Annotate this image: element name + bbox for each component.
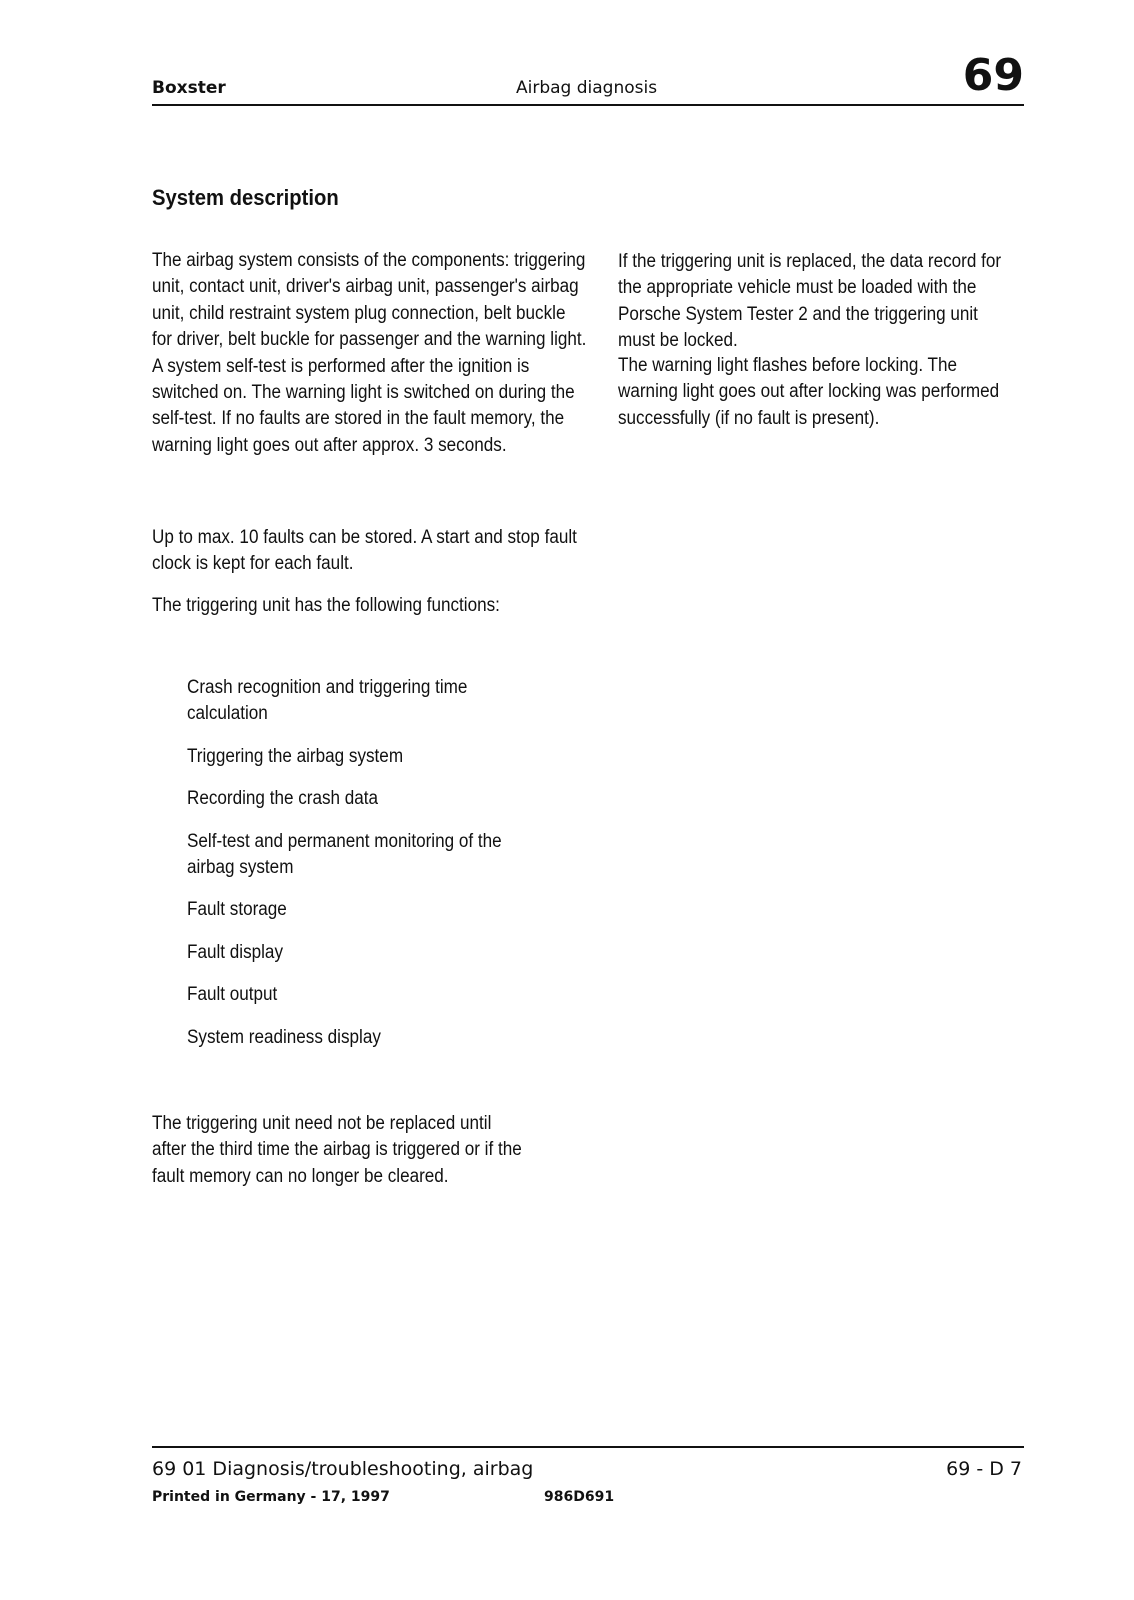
list-item: System readiness display xyxy=(187,1026,381,1048)
replacement-paragraph: The triggering unit need not be replaced until after the third time the airbag is triggered or if the fault memory can no longer be cleared. xyxy=(152,1113,522,1187)
footer-printed: Printed in Germany - 17, 1997 xyxy=(152,1489,390,1505)
warning-light-paragraph: The warning light flashes before locking. The warning light goes out after locking was performed successfully (if no fault is present). xyxy=(618,355,1000,429)
functions-intro: The triggering unit has the following functions: xyxy=(152,595,500,616)
header-model: Boxster xyxy=(152,78,226,98)
replacement-procedure-paragraph: If the triggering unit is replaced, the data record for the appropriate vehicle must be loaded with the Porsche System Tester 2 and the triggering unit must be locked. xyxy=(618,251,1002,352)
list-item: Fault storage xyxy=(187,899,287,921)
list-item: Triggering the airbag system xyxy=(187,745,404,767)
header-section-number: 69 xyxy=(962,50,1024,101)
header-title: Airbag diagnosis xyxy=(516,78,658,98)
fault-storage-paragraph: Up to max. 10 faults can be stored. A start and stop fault clock is kept for each fault. xyxy=(152,527,577,575)
intro-paragraph: The airbag system consists of the components: triggering unit, contact unit, driver's airbag unit, passenger's airbag unit, child restraint system plug connection, belt buckle for driver, belt buckle for passenger and the warning light. A system self-test is performed after the ignition is switched on. The warning light is switched on during the self-test. If no faults are stored in the fault memory, the warning light goes out after approx. 3 seconds. xyxy=(152,250,587,456)
list-item: Fault output xyxy=(187,984,278,1006)
list-item: Fault display xyxy=(187,941,284,963)
list-item: Crash recognition and triggering time calculation xyxy=(187,677,468,725)
footer-rule xyxy=(152,1446,1024,1448)
footer-page-number: 69 - D 7 xyxy=(946,1458,1022,1480)
footer-section: 69 01 Diagnosis/troubleshooting, airbag xyxy=(152,1458,534,1480)
page-title: System description xyxy=(152,185,339,210)
footer-document-code: 986D691 xyxy=(544,1489,615,1505)
functions-list xyxy=(187,675,577,1067)
list-item: Self-test and permanent monitoring of the airbag system xyxy=(187,830,502,879)
header-rule xyxy=(152,104,1024,106)
list-item: Recording the crash data xyxy=(187,788,379,810)
